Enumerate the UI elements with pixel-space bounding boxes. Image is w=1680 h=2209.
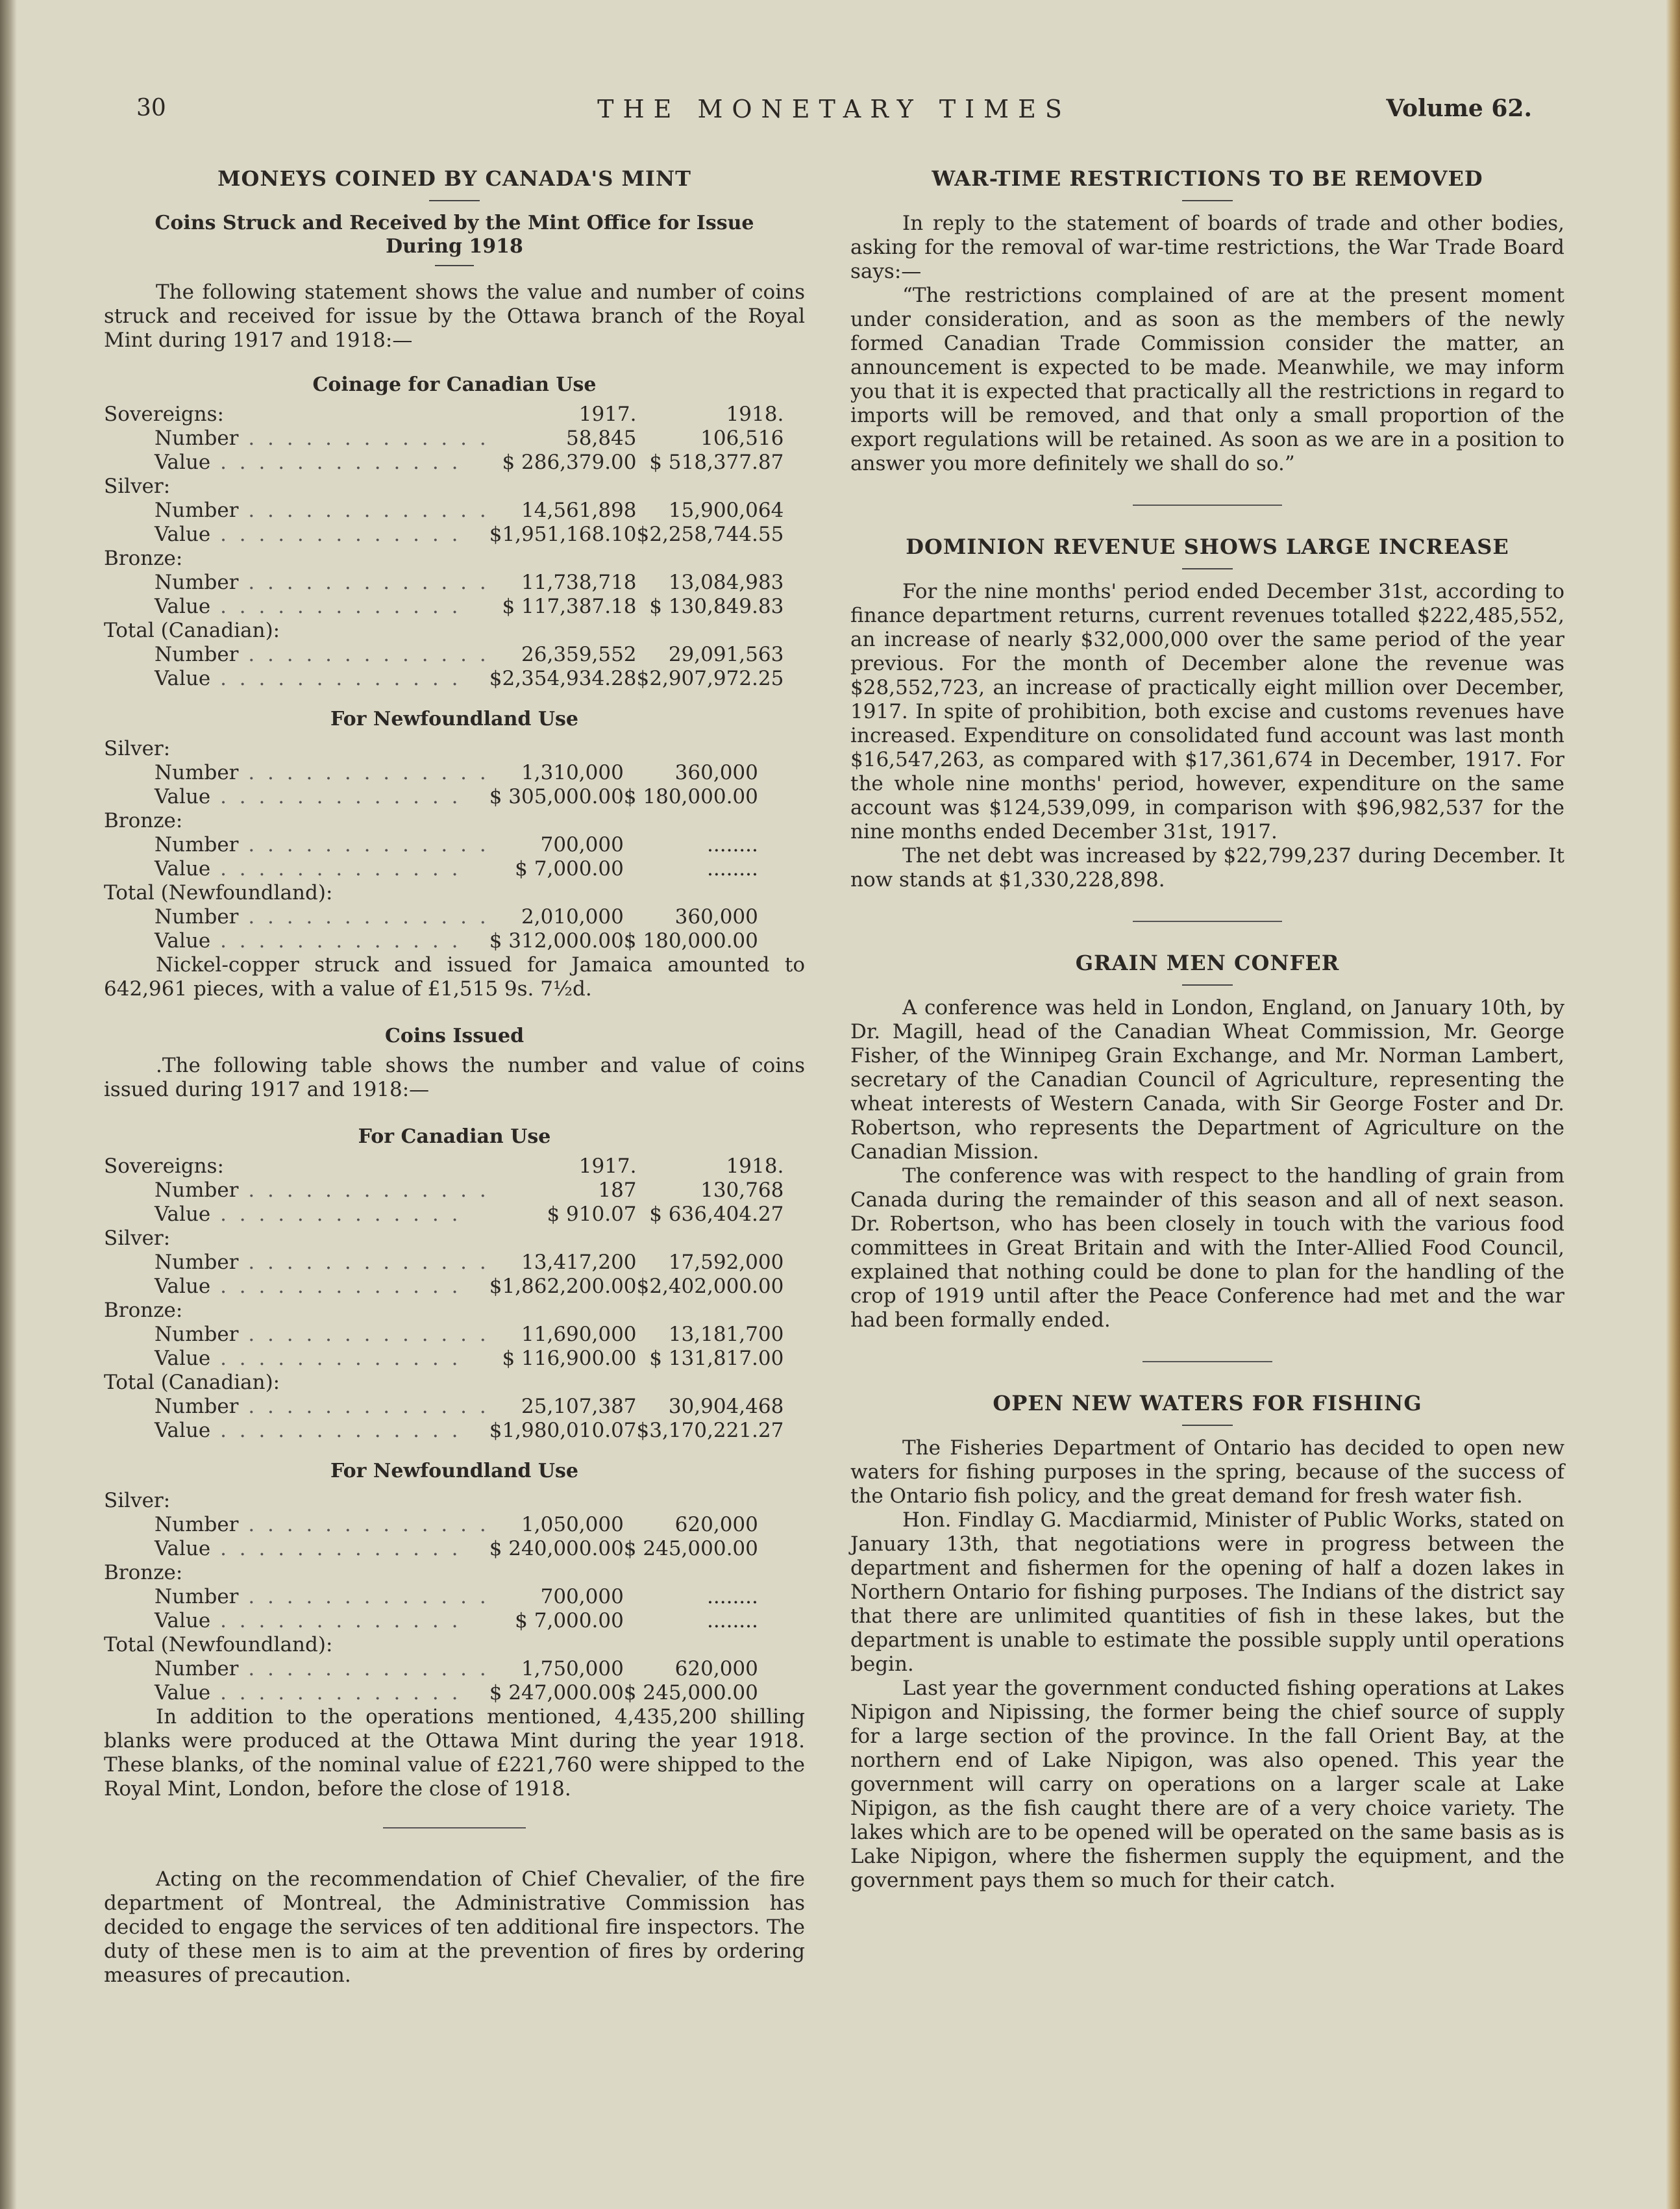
row-label: Bronze: — [104, 809, 183, 832]
row-label: Value . . . . . . . . . . . . . — [154, 595, 462, 618]
row-label: Value . . . . . . . . . . . . . — [154, 1609, 462, 1632]
coins-issued-title: Coins Issued — [384, 1025, 525, 1047]
table-row — [104, 1585, 758, 1609]
table3-title: For Canadian Use — [358, 1125, 551, 1148]
row-label: Number . . . . . . . . . . . . . — [154, 1513, 489, 1536]
table-row — [104, 1657, 758, 1681]
row-label: Value . . . . . . . . . . . . . — [154, 1681, 462, 1704]
row-label: Number . . . . . . . . . . . . . — [154, 1251, 489, 1274]
value-1917: 25,107,387 — [521, 1395, 637, 1418]
value-1918: $ 131,817.00 — [649, 1347, 784, 1370]
table-row — [104, 1513, 758, 1537]
row-label: Number . . . . . . . . . . . . . — [154, 1395, 489, 1418]
value-1918 — [624, 881, 758, 905]
value-1918: 1918. — [726, 1154, 784, 1178]
value-1917: $ 240,000.00 — [489, 1537, 624, 1560]
row-label: Number . . . . . . . . . . . . . — [154, 1657, 489, 1680]
value-1917: 13,417,200 — [521, 1251, 637, 1274]
table-row — [104, 857, 758, 881]
value-1917: 1917. — [578, 403, 637, 426]
table-row — [104, 475, 784, 499]
table-row — [104, 403, 784, 427]
row-label: Silver: — [104, 737, 171, 760]
table-row — [104, 451, 784, 475]
shilling-note: In addition to the operations mentioned, 4,435,200 shilling blanks were produced at the Ottawa Mint during the year 1918. These blanks, of the nominal value of £221,760 were shipped to the Royal Mint, London, before the close of 1918. — [104, 1705, 805, 1801]
table2-title: For Newfoundland Use — [330, 708, 578, 730]
table-row — [104, 1489, 758, 1513]
fishing-paragraph-3: Last year the government conducted fishing operations at Lakes Nipigon and Nipissing, the former being the chief source of supply for a large section of the province. In the fall Orient Bay, at the northern end of Lake Nipigon, was also opened. This year the government will carry on operations on a larger scale at Lake Nipigon, as the fish caught there are of a very choice variety. The lakes which are to be opened will be operated on the same basis as is Lake Nipigon, where the fishermen supply the equipment, and the government pays them so much for their catch. — [850, 1677, 1564, 1892]
revenue-paragraph-1: For the nine months' period ended December 31st, according to finance department returns, current revenues totalled $222,485,552, an increase of nearly $32,000,000 over the same period of the year previous. For the month of December alone the revenue was $28,552,723, an increase of practically eight million over December, 1917. In spite of prohibition, both excise and customs revenues have increased. Expenditure on consolidated fund account was last month $16,547,263, as compared with $17,361,674 in December, 1917. For the whole nine months' period, however, expenditure on the same account was $124,539,099, in comparison with $96,982,537 for the nine months ended December 31st, 1917. — [850, 580, 1564, 843]
publication-title: THE MONETARY TIMES — [597, 95, 1071, 123]
value-1918: $ 130,849.83 — [649, 595, 784, 618]
table-row — [104, 833, 758, 857]
value-1918: ........ — [707, 857, 758, 880]
article-title-mint: MONEYS COINED BY CANADA'S MINT — [217, 166, 691, 191]
value-1917: 1,310,000 — [521, 761, 624, 784]
table-row — [104, 1395, 784, 1419]
row-label: Silver: — [104, 1489, 171, 1512]
value-1918 — [637, 619, 784, 643]
value-1918: $ 180,000.00 — [623, 785, 758, 808]
value-1917 — [489, 881, 624, 905]
row-label: Number . . . . . . . . . . . . . — [154, 1179, 489, 1202]
value-1917: $ 116,900.00 — [502, 1347, 637, 1370]
value-1918 — [637, 1371, 784, 1395]
table-row — [104, 595, 784, 619]
value-1918: $3,170,221.27 — [636, 1419, 784, 1442]
table-row — [104, 619, 784, 643]
fire-note: Acting on the recommendation of Chief Chevalier, of the fire department of Montreal, the Administrative Commission has decided to engage the services of ten additional fire inspectors. The duty of these men is to aim at the prevention of fires by ordering measures of precaution. — [104, 1867, 805, 1987]
value-1918 — [637, 475, 784, 499]
row-label: Total (Newfoundland): — [104, 881, 333, 905]
value-1917: $ 117,387.18 — [502, 595, 637, 618]
value-1918: $2,402,000.00 — [636, 1275, 784, 1298]
table-row — [104, 881, 758, 905]
table-row — [104, 1419, 784, 1443]
table1-title: Coinage for Canadian Use — [312, 373, 597, 396]
row-label: Value . . . . . . . . . . . . . — [154, 1203, 462, 1226]
table-row — [104, 1609, 758, 1633]
row-label: Number . . . . . . . . . . . . . — [154, 499, 489, 522]
value-1917 — [489, 1227, 637, 1251]
value-1917 — [489, 737, 624, 761]
value-1917: $ 7,000.00 — [515, 1609, 624, 1632]
row-label: Value . . . . . . . . . . . . . — [154, 1537, 462, 1560]
value-1917: $2,354,934.28 — [489, 667, 637, 690]
table-row — [104, 1681, 758, 1705]
row-label: Bronze: — [104, 1299, 183, 1322]
war-paragraph-1: In reply to the statement of boards of trade and other bodies, asking for the removal of war-time restrictions, the War Trade Board says:— — [850, 212, 1564, 283]
war-paragraph-2: “The restrictions complained of are at the present moment under consideration, and as soon as the members of the newly formed Canadian Trade Commission consider the matter, an announcement is expected to be made. Meanwhile, we may inform you that it is expected that practically all the restrictions in regard to imports will be removed, and that only a small proportion of the export regulations will be retained. As soon as we are in a position to answer you more definitely we shall do so.” — [850, 284, 1564, 475]
grain-paragraph-2: The conference was with respect to the handling of grain from Canada during the remainder of this season and all of next season. Dr. Robertson, who has been closely in touch with the various food committees in Great Britain and with the Inter-Allied Food Council, explained that nothing could be done to plan for the handling of the crop of 1919 until after the Peace Conference had met and the war had been formally ended. — [850, 1164, 1564, 1332]
value-1917: 700,000 — [540, 833, 624, 856]
table-row — [104, 1203, 784, 1227]
title-rule — [1182, 984, 1233, 986]
table-row — [104, 643, 784, 667]
section-divider — [1133, 505, 1282, 506]
section-divider — [1133, 921, 1282, 922]
table-row — [104, 1154, 784, 1179]
table-row — [104, 1299, 784, 1323]
value-1917 — [489, 809, 624, 833]
title-rule — [1182, 568, 1233, 569]
value-1917: 2,010,000 — [521, 905, 624, 929]
value-1918: ........ — [707, 833, 758, 856]
table-row — [104, 785, 758, 809]
value-1918: 13,084,983 — [668, 571, 784, 594]
row-label: Number . . . . . . . . . . . . . — [154, 427, 489, 450]
page-right-edge — [1666, 0, 1680, 2209]
row-label: Total (Canadian): — [104, 1371, 280, 1394]
value-1918: ........ — [707, 1585, 758, 1608]
article-title-war: WAR-TIME RESTRICTIONS TO BE REMOVED — [932, 166, 1483, 191]
value-1918: ........ — [707, 1609, 758, 1632]
table-row — [104, 1227, 784, 1251]
table-row — [104, 1371, 784, 1395]
coins-issued-intro: .The following table shows the number and value of coins issued during 1917 and 1918:— — [104, 1054, 805, 1101]
value-1917 — [489, 1371, 637, 1395]
section-divider — [383, 1827, 526, 1828]
title-rule — [1182, 1425, 1233, 1426]
mint-intro: The following statement shows the value and number of coins struck and received for issue by the Ottawa branch of the Royal Mint during 1917 and 1918:— — [104, 281, 805, 352]
value-1917 — [489, 1633, 624, 1657]
table-row — [104, 1633, 758, 1657]
table-row — [104, 499, 784, 523]
value-1918 — [637, 1227, 784, 1251]
value-1917: $ 247,000.00 — [489, 1681, 624, 1704]
row-label: Number . . . . . . . . . . . . . — [154, 761, 489, 784]
article-subtitle-mint: Coins Struck and Received by the Mint Office for Issue During 1918 — [154, 212, 754, 258]
value-1917: 58,845 — [566, 427, 637, 450]
row-label: Value . . . . . . . . . . . . . — [154, 857, 462, 880]
table4-title: For Newfoundland Use — [330, 1460, 578, 1482]
value-1918: 15,900,064 — [668, 499, 784, 522]
row-label: Total (Canadian): — [104, 619, 280, 642]
table-canadian-coinage — [104, 403, 784, 691]
value-1917: 700,000 — [540, 1585, 624, 1608]
value-1918: 30,904,468 — [668, 1395, 784, 1418]
value-1917 — [489, 1299, 637, 1323]
row-label: Value . . . . . . . . . . . . . — [154, 1419, 462, 1442]
value-1917: 1,050,000 — [521, 1513, 624, 1536]
table-row — [104, 427, 784, 451]
row-label: Number . . . . . . . . . . . . . — [154, 905, 489, 929]
title-rule — [1182, 200, 1233, 201]
value-1918 — [624, 737, 758, 761]
value-1918: 130,768 — [700, 1179, 784, 1202]
row-label: Sovereigns: — [104, 403, 225, 426]
value-1917: $ 286,379.00 — [502, 451, 637, 474]
volume-label: Volume 62. — [1386, 95, 1532, 122]
row-label: Number . . . . . . . . . . . . . — [154, 643, 489, 666]
row-label: Silver: — [104, 1227, 171, 1250]
table-newfoundland-issued — [104, 1489, 758, 1705]
row-label: Total (Newfoundland): — [104, 1633, 333, 1656]
value-1918: 360,000 — [674, 905, 758, 929]
table-row — [104, 523, 784, 547]
table-row — [104, 1323, 784, 1347]
value-1918: $ 245,000.00 — [623, 1537, 758, 1560]
row-label: Bronze: — [104, 547, 183, 570]
row-label: Value . . . . . . . . . . . . . — [154, 1347, 462, 1370]
jamaica-note: Nickel-copper struck and issued for Jamaica amounted to 642,961 pieces, with a value of £1,515 9s. 7½d. — [104, 953, 805, 1001]
left-column — [104, 162, 805, 1988]
value-1918: $ 180,000.00 — [623, 929, 758, 953]
value-1918 — [624, 1633, 758, 1657]
table-canadian-issued — [104, 1154, 784, 1443]
table-row — [104, 667, 784, 691]
page-number: 30 — [136, 95, 166, 121]
value-1918: 360,000 — [674, 761, 758, 784]
row-label: Number . . . . . . . . . . . . . — [154, 833, 489, 856]
table-row — [104, 905, 758, 929]
subtitle-rule — [435, 265, 474, 266]
value-1918 — [624, 809, 758, 833]
table-row — [104, 1561, 758, 1585]
table-row — [104, 809, 758, 833]
value-1917 — [489, 547, 637, 571]
value-1918: $ 636,404.27 — [649, 1203, 784, 1226]
value-1917: $ 910.07 — [547, 1203, 637, 1226]
page-header — [136, 95, 1532, 134]
revenue-paragraph-2: The net debt was increased by $22,799,237 during December. It now stands at $1,330,228,898. — [850, 844, 1564, 892]
table-row — [104, 1179, 784, 1203]
value-1917 — [489, 1489, 624, 1513]
value-1917: 11,690,000 — [521, 1323, 637, 1346]
value-1918: 13,181,700 — [668, 1323, 784, 1346]
value-1918: 29,091,563 — [668, 643, 784, 666]
value-1917: $ 305,000.00 — [489, 785, 624, 808]
table-row — [104, 929, 758, 953]
row-label: Bronze: — [104, 1561, 183, 1584]
article-title-fishing: OPEN NEW WATERS FOR FISHING — [993, 1391, 1422, 1416]
table-row — [104, 761, 758, 785]
value-1918: $2,907,972.25 — [636, 667, 784, 690]
value-1917: $1,862,200.00 — [489, 1275, 637, 1298]
value-1917: $ 312,000.00 — [489, 929, 624, 953]
article-title-revenue: DOMINION REVENUE SHOWS LARGE INCREASE — [906, 534, 1509, 559]
row-label: Value . . . . . . . . . . . . . — [154, 523, 462, 546]
value-1918: $ 245,000.00 — [623, 1681, 758, 1704]
value-1917: 1,750,000 — [521, 1657, 624, 1680]
row-label: Number . . . . . . . . . . . . . — [154, 571, 489, 594]
value-1918: 106,516 — [700, 427, 784, 450]
value-1917: $1,980,010.07 — [489, 1419, 637, 1442]
value-1917: $ 7,000.00 — [515, 857, 624, 880]
table-row — [104, 737, 758, 761]
table-row — [104, 1537, 758, 1561]
value-1918: $2,258,744.55 — [636, 523, 784, 546]
table-row — [104, 1275, 784, 1299]
value-1918 — [637, 1299, 784, 1323]
table-row — [104, 1251, 784, 1275]
value-1917: 1917. — [578, 1154, 637, 1178]
value-1917: 187 — [598, 1179, 637, 1202]
right-column — [850, 162, 1564, 1893]
grain-paragraph-1: A conference was held in London, England, on January 10th, by Dr. Magill, head of the Canadian Wheat Commission, Mr. George Fisher, of the Winnipeg Grain Exchange, and Mr. Norman Lambert, secretary of the Canadian Council of Agriculture, representing the wheat interests of Western Canada, with Sir George Foster and Dr. Robertson, who represents the Department of Agriculture on the Canadian Mission. — [850, 996, 1564, 1164]
row-label: Value . . . . . . . . . . . . . — [154, 929, 462, 953]
value-1918: 17,592,000 — [668, 1251, 784, 1274]
row-label: Value . . . . . . . . . . . . . — [154, 667, 462, 690]
value-1917 — [489, 475, 637, 499]
value-1917: 14,561,898 — [521, 499, 637, 522]
article-title-grain: GRAIN MEN CONFER — [1075, 951, 1340, 975]
value-1918: $ 518,377.87 — [649, 451, 784, 474]
fishing-paragraph-1: The Fisheries Department of Ontario has decided to open new waters for fishing purposes in the spring, because of the success of the Ontario fish policy, and the great demand for fresh water fish. — [850, 1436, 1564, 1508]
value-1918 — [624, 1489, 758, 1513]
page-binding-edge — [0, 0, 17, 2209]
row-label: Value . . . . . . . . . . . . . — [154, 451, 462, 474]
value-1918 — [624, 1561, 758, 1585]
row-label: Value . . . . . . . . . . . . . — [154, 1275, 462, 1298]
row-label: Silver: — [104, 475, 171, 498]
value-1918: 1918. — [726, 403, 784, 426]
value-1918: 620,000 — [674, 1657, 758, 1680]
table-newfoundland-coinage — [104, 737, 758, 953]
fishing-paragraph-2: Hon. Findlay G. Macdiarmid, Minister of Public Works, stated on January 13th, that negotiations were in progress between the department and fishermen for the opening of half a dozen lakes in Northern Ontario for fishing purposes. The Indians of the district say that there are unlimited quantities of fish in these lakes, but the department is unable to estimate the possible supply until operations begin. — [850, 1508, 1564, 1676]
section-divider — [1143, 1361, 1272, 1362]
value-1917 — [489, 619, 637, 643]
table-row — [104, 1347, 784, 1371]
value-1917 — [489, 1561, 624, 1585]
row-label: Number . . . . . . . . . . . . . — [154, 1323, 489, 1346]
value-1917: $1,951,168.10 — [489, 523, 637, 546]
table-row — [104, 547, 784, 571]
row-label: Sovereigns: — [104, 1154, 225, 1178]
row-label: Number . . . . . . . . . . . . . — [154, 1585, 489, 1608]
title-rule — [429, 200, 480, 201]
table-row — [104, 571, 784, 595]
value-1918: 620,000 — [674, 1513, 758, 1536]
value-1917: 11,738,718 — [521, 571, 637, 594]
value-1917: 26,359,552 — [521, 643, 637, 666]
value-1918 — [637, 547, 784, 571]
row-label: Value . . . . . . . . . . . . . — [154, 785, 462, 808]
